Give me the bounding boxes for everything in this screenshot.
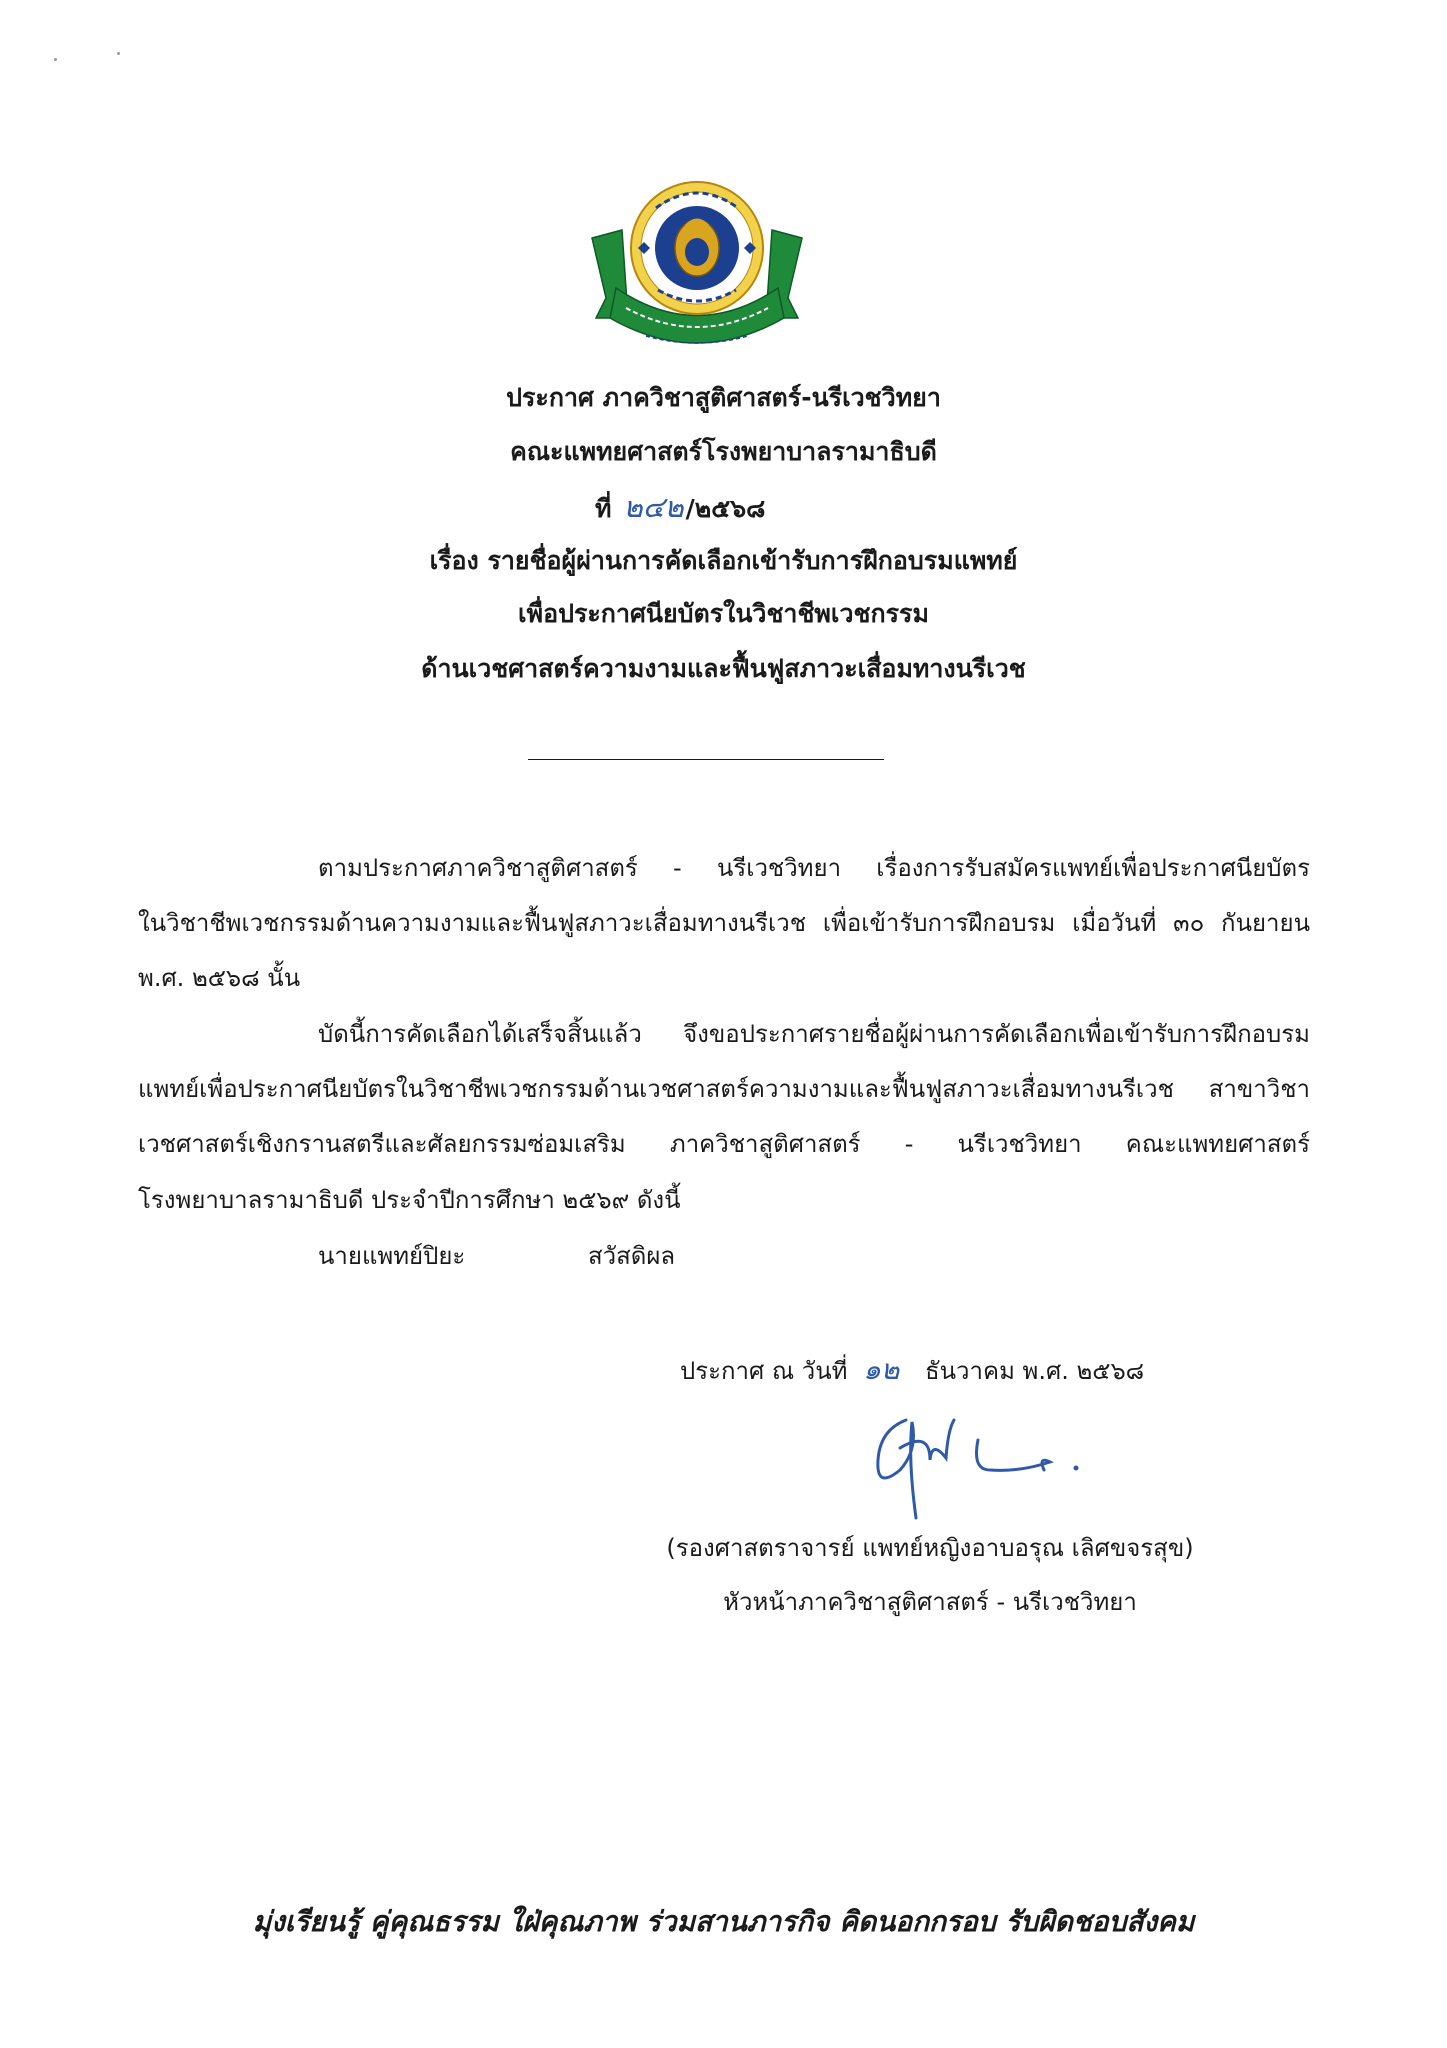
- announcement-title: ประกาศ ภาควิชาสูติศาสตร์-นรีเวชวิทยา: [506, 383, 941, 412]
- number-prefix: ที่: [595, 494, 612, 523]
- paragraph-2-line-2: แพทย์เพื่อประกาศนียบัตรในวิชาชีพเวชกรรมด้านเวชศาสตร์ความงามและฟื้นฟูสภาวะเสื่อมทางนรีเวช สาขาวิชา: [138, 1075, 1310, 1103]
- subject-line-1: เรื่อง รายชื่อผู้ผ่านการคัดเลือกเข้ารับการฝึกอบรมแพทย์: [429, 546, 1018, 575]
- candidate-first-name: นายแพทย์ปิยะ: [318, 1242, 466, 1270]
- signer-position: หัวหน้าภาควิชาสูติศาสตร์ - นรีเวชวิทยา: [723, 1588, 1137, 1616]
- scan-speck: [54, 58, 57, 61]
- faculty-motto: มุ่งเรียนรู้ คู่คุณธรรม ใฝ่คุณภาพ ร่วมสานภารกิจ คิดนอกกรอบ รับผิดชอบสังคม: [252, 1905, 1195, 1938]
- date-day-handwritten: ๑๒: [863, 1353, 900, 1386]
- faculty-name: คณะแพทยศาสตร์โรงพยาบาลรามาธิบดี: [510, 437, 937, 466]
- candidate-last-name: สวัสดิผล: [588, 1242, 676, 1270]
- paragraph-1-line-2: ในวิชาชีพเวชกรรมด้านความงามและฟื้นฟูสภาวะเสื่อมทางนรีเวช เพื่อเข้ารับการฝึกอบรม เมื่อวันที่ ๓๐ กันยายน: [138, 909, 1310, 937]
- paragraph-2-line-1: บัดนี้การคัดเลือกได้เสร็จสิ้นแล้ว จึงขอประกาศรายชื่อผู้ผ่านการคัดเลือกเพื่อเข้ารับการฝึกอบรม: [318, 1020, 1310, 1048]
- number-suffix: /๒๕๖๘: [685, 494, 766, 523]
- signature: [860, 1400, 1120, 1520]
- paragraph-2-line-4: โรงพยาบาลรามาธิบดี ประจำปีการศึกษา ๒๕๖๙ ดังนี้: [138, 1186, 681, 1214]
- date-suffix: ธันวาคม พ.ศ. ๒๕๖๘: [925, 1357, 1145, 1385]
- signer-name: (รองศาสตราจารย์ แพทย์หญิงอาบอรุณ เลิศขจรสุข): [666, 1534, 1194, 1562]
- department-seal-logo: [586, 168, 808, 348]
- subject-line-3: ด้านเวชศาสตร์ความงามและฟื้นฟูสภาวะเสื่อมทางนรีเวช: [421, 654, 1026, 683]
- paragraph-1-line-3: พ.ศ. ๒๕๖๘ นั้น: [138, 964, 301, 992]
- paragraph-1-line-1: ตามประกาศภาควิชาสูติศาสตร์ - นรีเวชวิทยา เรื่องการรับสมัครแพทย์เพื่อประกาศนียบัตร: [318, 854, 1310, 882]
- number-handwritten: ๒๔๒: [623, 490, 684, 524]
- date-prefix: ประกาศ ณ วันที่: [680, 1357, 848, 1385]
- document-number: [595, 484, 765, 530]
- paragraph-2-line-3: เวชศาสตร์เชิงกรานสตรีและศัลยกรรมซ่อมเสริม ภาควิชาสูติศาสตร์ - นรีเวชวิทยา คณะแพทยศาสตร์: [138, 1130, 1310, 1158]
- scan-speck: [117, 52, 120, 55]
- divider: [528, 759, 884, 760]
- announcement-date: [680, 1348, 1144, 1392]
- subject-line-2: เพื่อประกาศนียบัตรในวิชาชีพเวชกรรม: [518, 599, 929, 628]
